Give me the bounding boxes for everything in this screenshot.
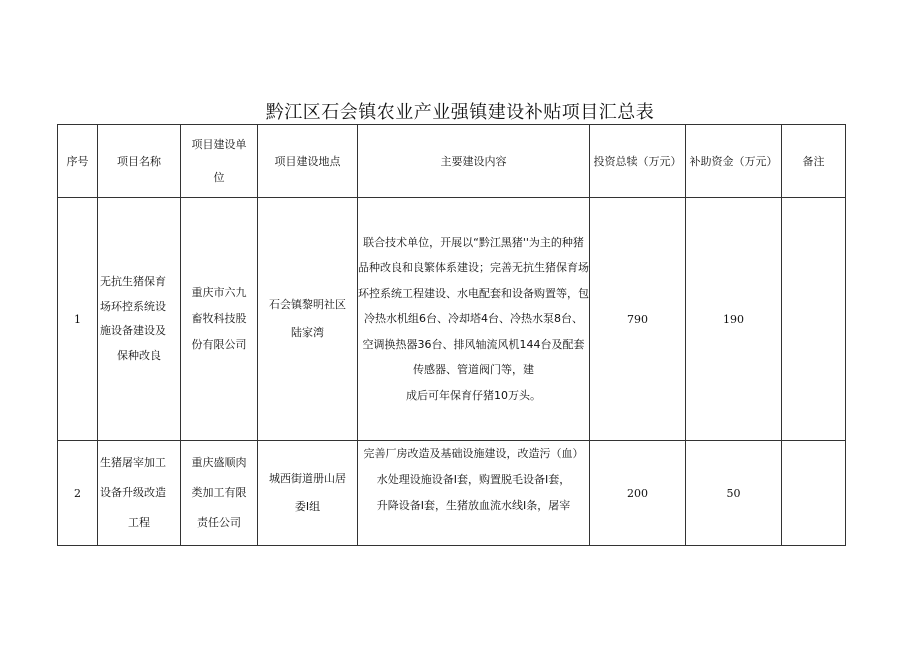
header-unit [181, 125, 258, 198]
name-line: 施设备建设及 [100, 324, 166, 337]
header-remark: 备注 [782, 125, 846, 198]
row-subsidy: 190 [686, 198, 782, 441]
name-line: 设备升级改造 [100, 486, 166, 499]
content-line: 水处理设施设备Ⅰ套，购置脱毛设备Ⅰ套， [376, 473, 571, 486]
table-row [58, 198, 846, 441]
unit-line: 类加工有限 [191, 486, 247, 499]
row-location [258, 198, 358, 441]
row-project-name [98, 198, 181, 441]
name-line: 场环控系统设 [100, 299, 166, 313]
name-line: 工程 [128, 516, 150, 529]
location-line: 石会镇黎明社区 [269, 298, 346, 311]
page-title: 黔江区石会镇农业产业强镇建设补贴项目汇总表 [265, 102, 655, 123]
name-line: 无抗生猪保育 [100, 275, 166, 288]
name-line: 生猪屠宰加工 [100, 456, 166, 469]
location-line: 委Ⅰ组 [294, 500, 321, 513]
content-line: 升降设备Ⅰ套，生猪放血流水线Ⅰ条，屠宰 [376, 499, 571, 512]
unit-line: 重庆市六九 [191, 286, 247, 299]
header-investment: 投资总犊（万元） [590, 125, 686, 198]
unit-line: 畜牧科技股 [191, 312, 247, 325]
content-line: 联合技术单位，开展以“黔江黑猪''为主的种猪 [363, 235, 584, 249]
header-content: 主要建设内容 [358, 125, 590, 198]
row-remark [782, 441, 846, 546]
row-investment: 200 [590, 441, 686, 546]
content-line: 空调换热器36台、排风轴流风机144台及配套 [362, 337, 585, 351]
row-investment: 790 [590, 198, 686, 441]
row-content [358, 198, 590, 441]
header-name: 项目名称 [98, 125, 181, 198]
unit-line: 责任公司 [197, 516, 241, 529]
content-line: 传感器、管道阀门等，建 [413, 363, 534, 377]
name-line: 保种改良 [117, 348, 161, 362]
row-unit [181, 441, 258, 546]
header-row [58, 125, 846, 198]
row-project-name [98, 441, 181, 546]
unit-line: 重庆盛顺肉 [191, 456, 247, 469]
location-line: 城西街道册山居 [269, 472, 346, 485]
row-content [358, 441, 590, 546]
summary-table [57, 124, 846, 546]
row-unit [181, 198, 258, 441]
content-line: 冷热水机组6台、冷却塔4台、冷热水泵8台、 [364, 312, 583, 326]
table-row [58, 441, 846, 546]
header-subsidy: 补助资金（万元） [686, 125, 782, 198]
row-seq: 2 [58, 441, 98, 546]
header-unit-line1: 项目建设单 [191, 138, 247, 151]
header-seq: 序号 [58, 125, 98, 198]
row-subsidy: 50 [686, 441, 782, 546]
location-line: 陆家湾 [291, 326, 324, 339]
row-location [258, 441, 358, 546]
row-seq: 1 [58, 198, 98, 441]
content-line: 品种改良和良繁体系建设；完善无抗生猪保育场 [358, 261, 589, 275]
row-remark [782, 198, 846, 441]
unit-line: 份有限公司 [191, 338, 247, 351]
content-line: 完善厂房改造及基础设施建设，改造污（血） [363, 447, 584, 460]
content-line: 成后可年保育仔猪10万头。 [406, 388, 541, 402]
header-unit-line2: 位 [213, 171, 225, 184]
header-location: 项目建设地点 [258, 125, 358, 198]
content-line: 环控系统工程建设、水电配套和设备购置等，包 [358, 286, 589, 300]
